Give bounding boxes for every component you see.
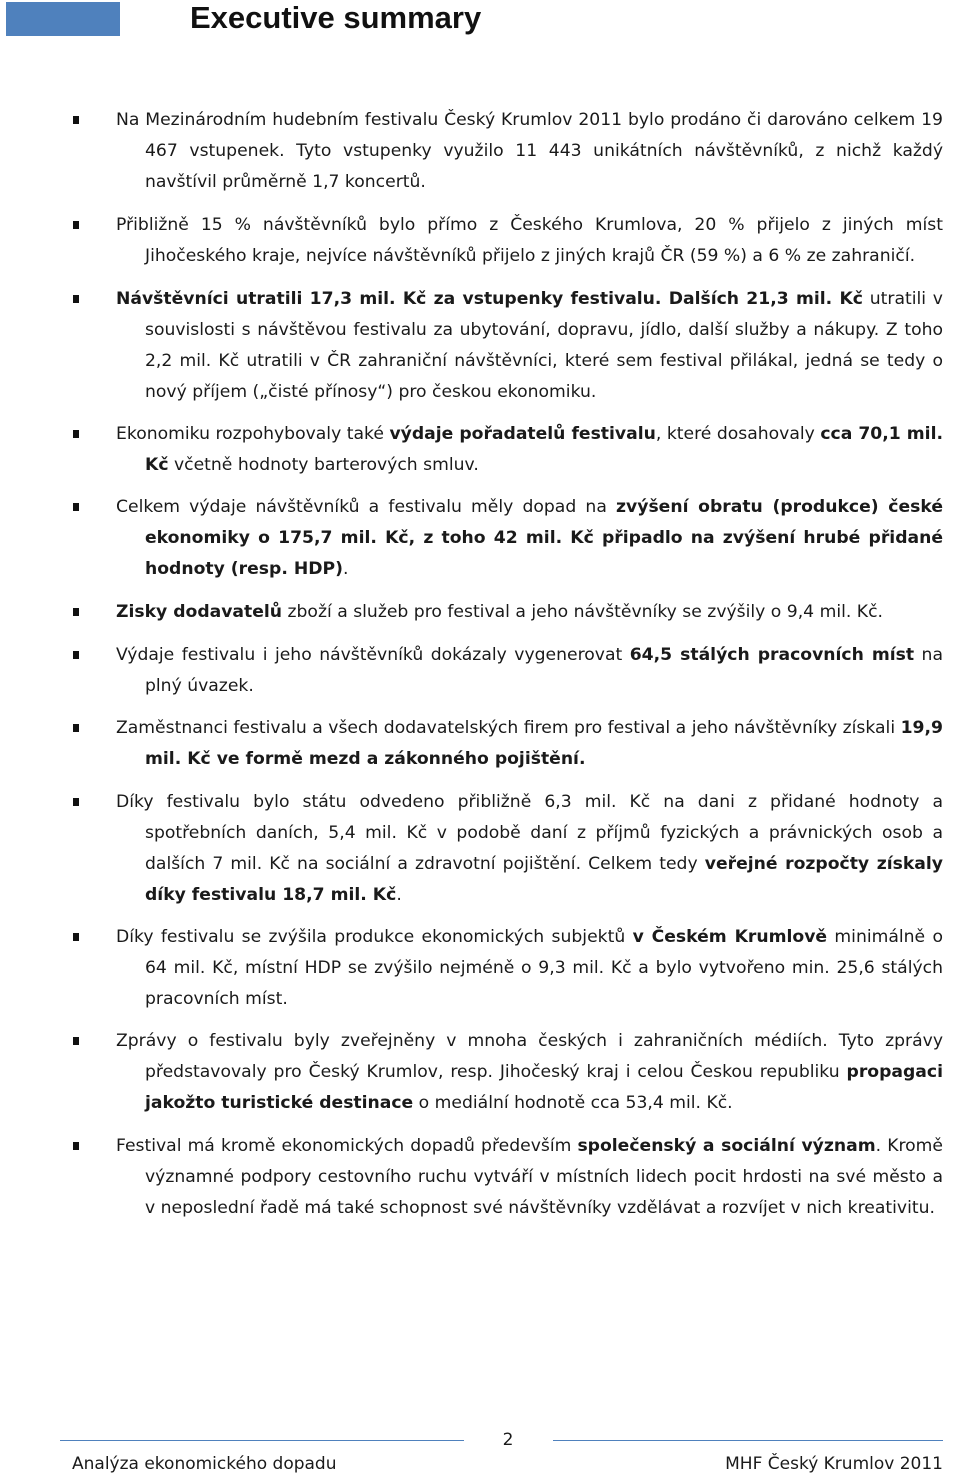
- body-text: Výdaje festivalu i jeho návštěvníků dokázaly vygenerovat: [116, 645, 630, 665]
- list-item: [116, 1026, 943, 1119]
- list-item: [116, 922, 943, 1015]
- list-item-text: [116, 640, 943, 702]
- body-text: minimálně o 64 mil. Kč, místní HDP se zvýšilo nejméně o 9,3 mil. Kč a bylo vytvořeno min. 25,6 stálých pracovních míst.: [145, 927, 943, 1009]
- page-title: Executive summary: [190, 0, 482, 35]
- list-item-text: [116, 492, 943, 585]
- list-item-text: [116, 597, 943, 628]
- list-item: [116, 105, 943, 198]
- square-bullet-icon: [73, 430, 79, 438]
- body-text: Přibližně 15 % návštěvníků bylo přímo z Českého Krumlova, 20 % přijelo z jiných míst Jihočeského kraje, nejvíce návštěvníků přijelo z jiných krajů ČR (59 %) a 6 % ze zahraničí.: [116, 215, 943, 266]
- list-item-text: [116, 787, 943, 911]
- footer-rule-left: [60, 1440, 464, 1441]
- square-bullet-icon: [73, 798, 79, 806]
- square-bullet-icon: [73, 933, 79, 941]
- square-bullet-icon: [73, 724, 79, 732]
- square-bullet-icon: [73, 221, 79, 229]
- emphasis-text: v Českém Krumlově: [632, 927, 828, 947]
- body-text: , které dosahovaly: [655, 424, 821, 444]
- body-text: Na Mezinárodním hudebním festivalu Český Krumlov 2011 bylo prodáno či darováno celkem 19 467 vstupenek. Tyto vstupenky využilo 11 443 unikátních návštěvníků, z nichž každý navštívil průměrně 1,7 koncertů.: [116, 110, 943, 192]
- emphasis-text: zvýšení obratu (produkce) české ekonomiky o 175,7 mil. Kč, z toho 42 mil. Kč připadlo na zvýšení hrubé přidané hodnoty (resp. HDP): [145, 497, 943, 579]
- emphasis-text: 64,5 stálých pracovních míst: [629, 645, 915, 665]
- footer-event-name: MHF Český Krumlov 2011: [725, 1454, 943, 1474]
- body-text: utratili v souvislosti s návštěvou festivalu za ubytování, dopravu, jídlo, další služby a nákupy. Z toho 2,2 mil. Kč utratili v ČR zahraniční návštěvníci, které sem festival přilákal, jedná se tedy o nový příjem („čisté přínosy“) pro českou ekonomiku.: [145, 289, 943, 402]
- footer-rule-right: [553, 1440, 943, 1441]
- title-accent-bar: [6, 2, 120, 36]
- body-text: .: [342, 559, 349, 579]
- emphasis-text: cca 70,1 mil. Kč: [145, 424, 943, 475]
- emphasis-text: veřejné rozpočty získaly díky festivalu 18,7 mil. Kč: [145, 854, 943, 905]
- list-item: [116, 713, 943, 775]
- list-item: [116, 640, 943, 702]
- list-item-text: [116, 713, 943, 775]
- body-text: . Kromě významné podpory cestovního ruchu vytváří v místních lidech pocit hrdosti na své město a v neposlední řadě má také schopnost své návštěvníky vzdělávat a rozvíjet v nich kreativitu.: [145, 1136, 943, 1218]
- list-item: [116, 492, 943, 585]
- list-item-text: [116, 105, 943, 198]
- list-item: [116, 419, 943, 481]
- list-item: [116, 787, 943, 911]
- body-text: na plný úvazek.: [145, 645, 943, 696]
- square-bullet-icon: [73, 651, 79, 659]
- emphasis-text: výdaje pořadatelů festivalu: [389, 424, 656, 444]
- emphasis-text: propagaci jakožto turistické destinace: [145, 1062, 943, 1113]
- body-text: Festival má kromě ekonomických dopadů především: [116, 1136, 578, 1156]
- list-item-text: [116, 1026, 943, 1119]
- body-text: Zaměstnanci festivalu a všech dodavatelských firem pro festival a jeho návštěvníky získali: [116, 718, 901, 738]
- list-item-text: [116, 1131, 943, 1224]
- square-bullet-icon: [73, 295, 79, 303]
- square-bullet-icon: [73, 1037, 79, 1045]
- emphasis-text: společenský a sociální význam: [577, 1136, 876, 1156]
- body-text: Díky festivalu bylo státu odvedeno přibližně 6,3 mil. Kč na dani z přidané hodnoty a spotřebních daních, 5,4 mil. Kč v podobě daní z příjmů fyzických a právnických osob a dalších 7 mil. Kč na sociální a zdravotní pojištění. Celkem tedy: [116, 792, 943, 874]
- square-bullet-icon: [73, 1142, 79, 1150]
- square-bullet-icon: [73, 608, 79, 616]
- body-text: Celkem výdaje návštěvníků a festivalu měly dopad na: [116, 497, 617, 517]
- list-item-text: [116, 210, 943, 272]
- square-bullet-icon: [73, 116, 79, 124]
- footer-document-title: Analýza ekonomického dopadu: [72, 1454, 337, 1474]
- emphasis-text: 19,9 mil. Kč ve formě mezd a zákonného pojištění.: [145, 718, 943, 769]
- body-text: zboží a služeb pro festival a jeho návštěvníky se zvýšily o 9,4 mil. Kč.: [282, 602, 883, 622]
- list-item: [116, 210, 943, 272]
- body-text: .: [396, 885, 402, 905]
- square-bullet-icon: [73, 503, 79, 511]
- list-item: [116, 284, 943, 408]
- body-text: Ekonomiku rozpohybovaly také: [116, 424, 390, 444]
- body-text: včetně hodnoty barterových smluv.: [168, 455, 479, 475]
- page-number: 2: [502, 1430, 514, 1450]
- list-item: [116, 1131, 943, 1224]
- emphasis-text: Návštěvníci utratili 17,3 mil. Kč za vstupenky festivalu. Dalších 21,3 mil. Kč: [116, 289, 863, 309]
- body-text: o mediální hodnotě cca 53,4 mil. Kč.: [413, 1093, 733, 1113]
- list-item-text: [116, 922, 943, 1015]
- body-text: Zprávy o festivalu byly zveřejněny v mnoha českých i zahraničních médiích. Tyto zprávy představovaly pro Český Krumlov, resp. Jihočeský kraj i celou Českou republiku: [116, 1031, 943, 1082]
- body-text: Díky festivalu se zvýšila produkce ekonomických subjektů: [116, 927, 633, 947]
- emphasis-text: Zisky dodavatelů: [116, 602, 283, 622]
- list-item-text: [116, 419, 943, 481]
- list-item: [116, 597, 943, 628]
- list-item-text: [116, 284, 943, 408]
